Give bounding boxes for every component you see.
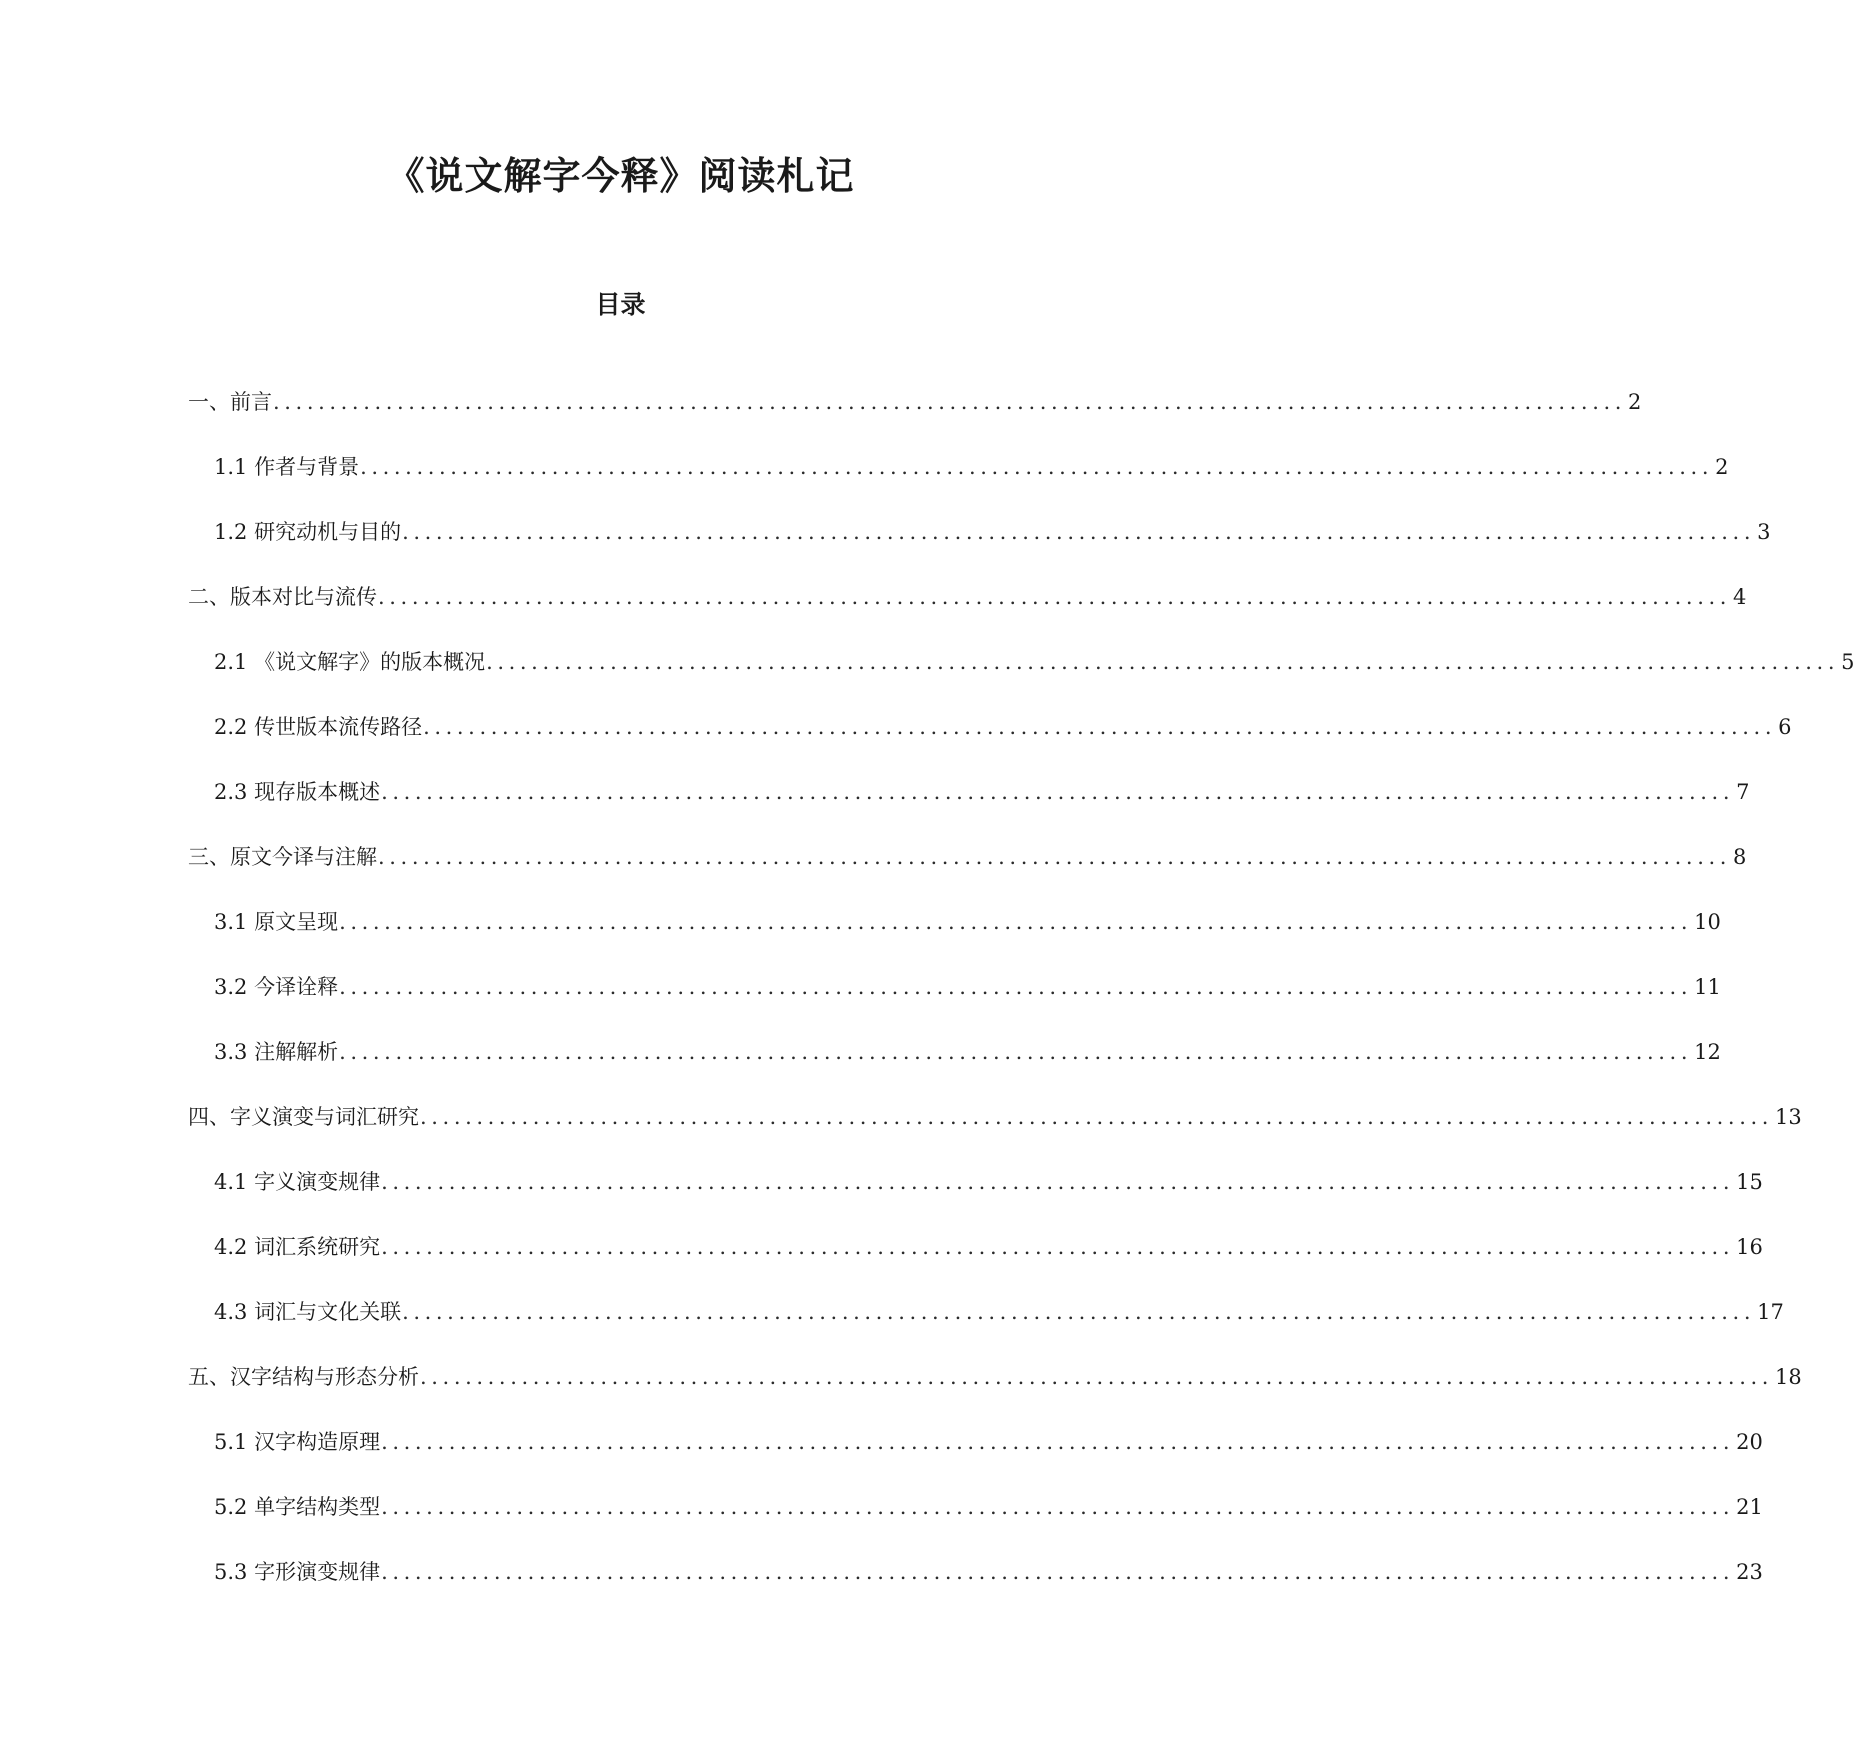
toc-dot-leader: ........................................................................................................................ <box>381 1430 1735 1454</box>
toc-entry[interactable] <box>214 970 1721 1004</box>
toc-entry[interactable] <box>214 515 1771 549</box>
toc-entry[interactable] <box>214 450 1729 484</box>
toc-dot-leader: ........................................................................................................................ <box>402 1300 1756 1324</box>
toc-entry-page: 7 <box>1736 780 1750 804</box>
toc-entry-page: 11 <box>1694 975 1721 999</box>
toc-entry-label: 一、前言 <box>188 390 272 414</box>
toc-dot-leader: ........................................................................................................................ <box>381 1560 1735 1584</box>
toc-entry-page: 16 <box>1736 1235 1763 1259</box>
toc-entry-page: 6 <box>1778 715 1792 739</box>
toc-dot-leader: ........................................................................................................................ <box>378 845 1732 869</box>
toc-entry[interactable] <box>214 1230 1763 1264</box>
toc-entry-page: 13 <box>1775 1105 1802 1129</box>
toc-entry-label: 4.2 词汇系统研究 <box>214 1235 381 1259</box>
toc-entry-label: 2.1 《说文解字》的版本概况 <box>214 650 486 674</box>
toc-entry-page: 12 <box>1694 1040 1721 1064</box>
toc-entry-label: 5.1 汉字构造原理 <box>214 1430 381 1454</box>
toc-entry[interactable] <box>188 840 1747 874</box>
toc-entry[interactable] <box>188 385 1642 419</box>
toc-entry[interactable] <box>214 1035 1721 1069</box>
toc-entry-label: 二、版本对比与流传 <box>188 585 377 609</box>
toc-dot-leader: ........................................................................................................................ <box>420 1105 1774 1129</box>
toc-dot-leader: ........................................................................................................................ <box>486 650 1840 674</box>
toc-entry-label: 5.3 字形演变规律 <box>214 1560 381 1584</box>
toc-dot-leader: ........................................................................................................................ <box>339 910 1693 934</box>
toc-entry[interactable] <box>214 645 1855 679</box>
toc-entry-page: 18 <box>1775 1365 1802 1389</box>
toc-entry-page: 5 <box>1841 650 1855 674</box>
toc-dot-leader: ........................................................................................................................ <box>339 1040 1693 1064</box>
toc-entry-page: 20 <box>1736 1430 1763 1454</box>
toc-entry-label: 2.3 现存版本概述 <box>214 780 381 804</box>
toc-entry-page: 4 <box>1733 585 1747 609</box>
toc-entry[interactable] <box>188 1360 1802 1394</box>
toc-entry[interactable] <box>188 1100 1802 1134</box>
toc-dot-leader: ........................................................................................................................ <box>423 715 1777 739</box>
toc-heading: 目录 <box>595 290 646 319</box>
toc-entry[interactable] <box>214 1165 1763 1199</box>
toc-dot-leader: ........................................................................................................................ <box>360 455 1714 479</box>
toc-dot-leader: ........................................................................................................................ <box>381 1170 1735 1194</box>
toc-dot-leader: ........................................................................................................................ <box>381 1495 1735 1519</box>
document-title: 《说文解字今释》阅读札记 <box>386 153 855 198</box>
toc-entry-page: 2 <box>1715 455 1729 479</box>
toc-dot-leader: ........................................................................................................................ <box>381 1235 1735 1259</box>
toc-entry-page: 21 <box>1736 1495 1763 1519</box>
toc-entry-label: 2.2 传世版本流传路径 <box>214 715 423 739</box>
toc-entry-page: 15 <box>1736 1170 1763 1194</box>
toc-entry[interactable] <box>214 1425 1763 1459</box>
toc-dot-leader: ........................................................................................................................ <box>420 1365 1774 1389</box>
toc-entry-label: 1.1 作者与背景 <box>214 455 360 479</box>
toc-entry-label: 4.3 词汇与文化关联 <box>214 1300 402 1324</box>
toc-dot-leader: ........................................................................................................................ <box>381 780 1735 804</box>
toc-entry-page: 3 <box>1757 520 1771 544</box>
toc-dot-leader: ........................................................................................................................ <box>378 585 1732 609</box>
toc-entry-page: 8 <box>1733 845 1747 869</box>
toc-dot-leader: ........................................................................................................................ <box>339 975 1693 999</box>
toc-entry-label: 3.1 原文呈现 <box>214 910 339 934</box>
toc-entry-label: 四、字义演变与词汇研究 <box>188 1105 419 1129</box>
toc-entry[interactable] <box>214 1555 1763 1589</box>
toc-entry-page: 23 <box>1736 1560 1763 1584</box>
toc-dot-leader: ........................................................................................................................ <box>402 520 1756 544</box>
toc-entry-label: 三、原文今译与注解 <box>188 845 377 869</box>
toc-entry-label: 5.2 单字结构类型 <box>214 1495 381 1519</box>
toc-entry-label: 3.2 今译诠释 <box>214 975 339 999</box>
toc-entry-page: 17 <box>1757 1300 1784 1324</box>
toc-entry-label: 3.3 注解解析 <box>214 1040 339 1064</box>
toc-entry[interactable] <box>214 710 1792 744</box>
toc-entry-label: 五、汉字结构与形态分析 <box>188 1365 419 1389</box>
toc-entry-page: 2 <box>1628 390 1642 414</box>
toc-entry[interactable] <box>214 1295 1784 1329</box>
toc-entry[interactable] <box>214 1490 1763 1524</box>
toc-entry[interactable] <box>214 905 1721 939</box>
toc-entry-label: 4.1 字义演变规律 <box>214 1170 381 1194</box>
toc-entry-page: 10 <box>1694 910 1721 934</box>
toc-dot-leader: ........................................................................................................................ <box>273 390 1627 414</box>
toc-entry[interactable] <box>214 775 1750 809</box>
toc-entry[interactable] <box>188 580 1747 614</box>
toc-entry-label: 1.2 研究动机与目的 <box>214 520 402 544</box>
